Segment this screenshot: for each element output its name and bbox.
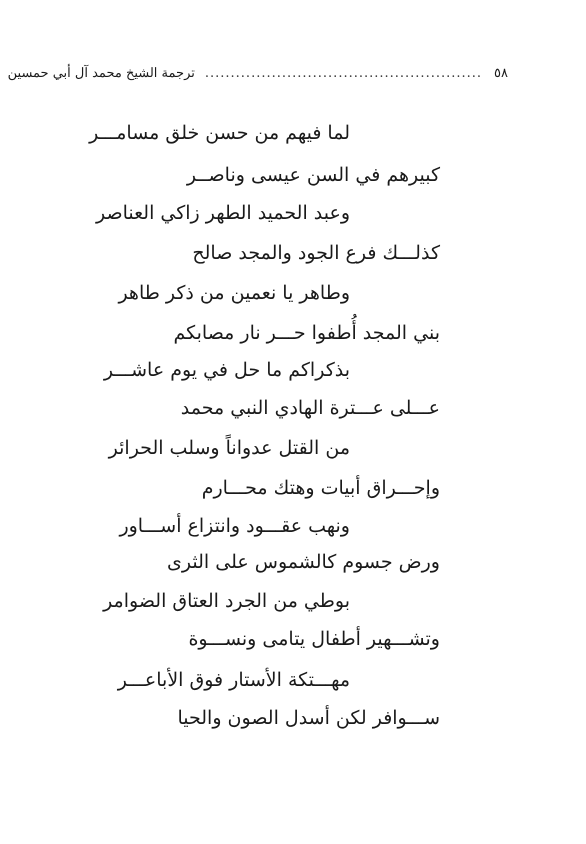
verse-line: وتشـــهير أطفال يتامى ونســـوة bbox=[188, 628, 440, 650]
page-header bbox=[7, 63, 508, 85]
verse-line: مهـــتكة الأستار فوق الأباعـــر bbox=[117, 669, 350, 691]
verse-line: بوطي من الجرد العتاق الضوامر bbox=[103, 590, 350, 612]
verse-line: كبيرهم في السن عيسى وناصــر bbox=[186, 164, 440, 186]
page-number: ٥٨ bbox=[494, 66, 508, 81]
verse-line: عـــلى عـــترة الهادي النبي محمد bbox=[180, 397, 440, 419]
leader-dots: ...................................................... bbox=[204, 66, 483, 81]
verse-line: بني المجد أُطفوا حـــر نار مصابكم bbox=[173, 322, 440, 344]
verse-line: ورض جسوم كالشموس على الثرى bbox=[167, 551, 440, 573]
verse-line: بذكراكم ما حل في يوم عاشـــر bbox=[103, 359, 350, 381]
verse-line: وعبد الحميد الطهر زاكي العناصر bbox=[95, 202, 350, 224]
verse-line: ســـوافر لكن أسدل الصون والحيا bbox=[177, 707, 440, 729]
verse-line: ونهب عقـــود وانتزاع أســـاور bbox=[119, 515, 350, 537]
running-title: ترجمة الشيخ محمد آل أبي حمسين bbox=[7, 66, 195, 81]
verse-line: من القتل عدواناً وسلب الحرائر bbox=[108, 437, 350, 459]
verse-line: وإحـــراق أبيات وهتك محـــارم bbox=[201, 477, 440, 499]
verse-line: كذلـــك فرع الجود والمجد صالح bbox=[192, 242, 440, 264]
verse-line: لما فيهم من حسن خلق مسامـــر bbox=[89, 122, 350, 144]
verse-line: وطاهر يا نعمين من ذكر طاهر bbox=[118, 282, 350, 304]
